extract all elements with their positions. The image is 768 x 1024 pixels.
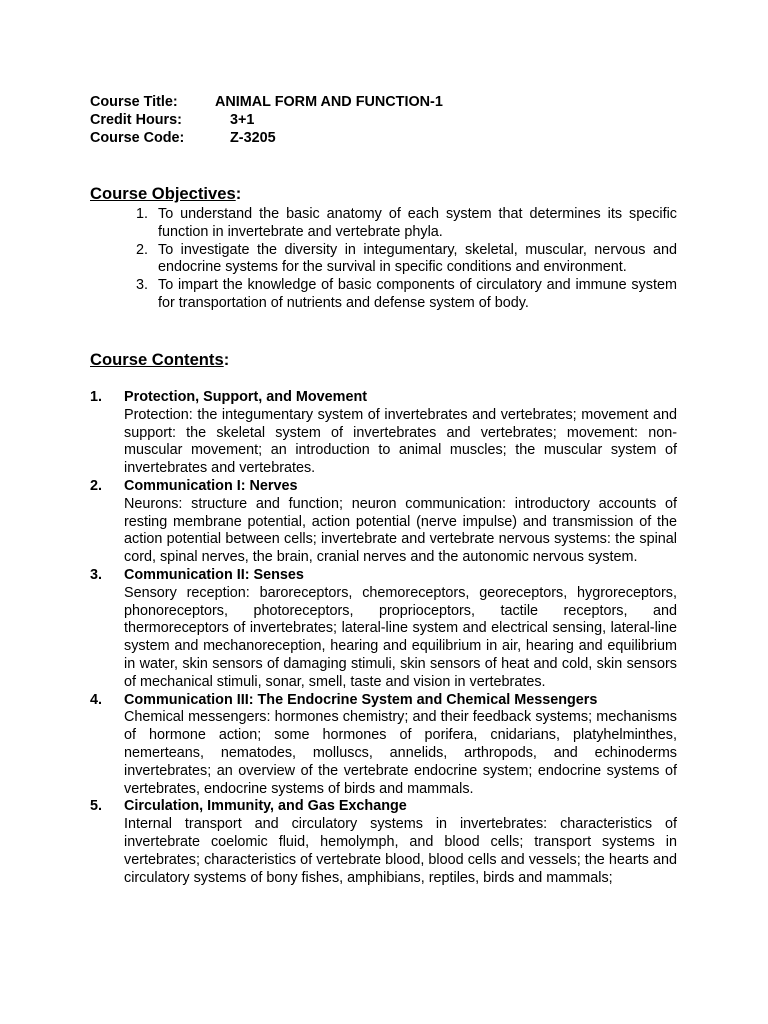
credit-hours-value: 3+1 <box>230 111 255 128</box>
topic-number: 5. <box>90 798 103 815</box>
credit-hours-label: Credit Hours: <box>90 111 182 128</box>
topic-title: Protection, Support, and Movement <box>124 389 368 405</box>
course-title-value: ANIMAL FORM AND FUNCTION-1 <box>215 94 443 110</box>
objective-number: 3. <box>136 277 149 294</box>
objective-text: To understand the basic anatomy of each system that determines its specific function in invertebrate and vertebrate phyla. <box>158 206 677 240</box>
objectives-heading-colon: : <box>235 184 242 203</box>
topic-description: Chemical messengers: hormones chemistry; and their feedback systems; mechanisms of hormone action; some hormones of porifera, cnidarians, platyhelminthes, nemerteans, nematodes, molluscs, annelids, arthropods, and echinoderms invertebrates; an overview of the vertebrate endocrine system; endocrine systems of vertebrates, endocrine systems of birds and mammals. <box>124 709 677 797</box>
objective-text: To impart the knowledge of basic components of circulatory and immune system for transportation of nutrients and defense system of body. <box>158 277 677 311</box>
objective-item <box>136 277 677 313</box>
contents-heading-text: Course Contents <box>90 350 224 369</box>
objective-item <box>136 206 677 242</box>
contents-heading <box>90 351 229 369</box>
topic-item <box>90 567 677 692</box>
course-title-label: Course Title: <box>90 94 178 110</box>
topic-description: Sensory reception: baroreceptors, chemoreceptors, georeceptors, hygroreceptors, phonoreceptors, photoreceptors, proprioceptors, tactile receptors, and thermoreceptors of invertebrates; lateral-line system and electrical sensing, lateral-line system and mechanoreception, hearing and equilibrium in air, hearing and equilibrium in water, skin sensors of damaging stimuli, skin sensors of heat and cold, skin sensors of mechanical stimuli, sonar, smell, taste and vision in vertebrates. <box>124 584 677 690</box>
objective-number: 2. <box>136 241 149 258</box>
topic-item <box>90 478 677 567</box>
topic-item <box>90 692 677 799</box>
topic-title: Circulation, Immunity, and Gas Exchange <box>124 798 407 815</box>
topic-number: 4. <box>90 691 103 708</box>
objectives-list <box>136 206 677 313</box>
topic-number: 3. <box>90 566 103 583</box>
topic-title: Communication II: Senses <box>124 566 304 583</box>
topic-number: 1. <box>90 389 103 405</box>
objectives-heading-text: Course Objectives <box>90 184 236 203</box>
objective-number: 1. <box>136 206 149 222</box>
topic-title: Communication I: Nerves <box>124 477 298 494</box>
objectives-heading <box>90 185 241 203</box>
topic-description: Protection: the integumentary system of invertebrates and vertebrates; movement and support: the skeletal system of invertebrates and vertebrates; movement: non-muscular movement; an introduction to animal muscles; the muscular system of invertebrates and vertebrates. <box>124 406 677 477</box>
topic-title: Communication III: The Endocrine System and Chemical Messengers <box>124 691 598 708</box>
objective-text: To investigate the diversity in integumentary, skeletal, muscular, nervous and endocrine systems for the survival in specific conditions and environment. <box>158 241 677 276</box>
topic-item <box>90 389 677 478</box>
contents-heading-colon: : <box>223 350 230 369</box>
topic-item <box>90 798 677 887</box>
topic-description: Neurons: structure and function; neuron communication: introductory accounts of resting membrane potential, action potential (nerve impulse) and transmission of the action potential between cells; invertebrate and vertebrate nervous systems: the spinal cord, spinal nerves, the brain, cranial nerves and the autonomic nervous system. <box>124 495 677 566</box>
topic-description: Internal transport and circulatory systems in invertebrates: characteristics of invertebrate coelomic fluid, hemolymph, and blood cells; transport systems in vertebrates; characteristics of vertebrate blood, blood cells and vessels; the hearts and circulatory systems of bony fishes, amphibians, reptiles, birds and mammals; <box>124 816 677 886</box>
course-code-value: Z-3205 <box>230 129 276 146</box>
contents-list <box>90 389 677 887</box>
topic-number: 2. <box>90 477 103 494</box>
objective-item <box>136 242 677 278</box>
course-code-label: Course Code: <box>90 129 185 146</box>
